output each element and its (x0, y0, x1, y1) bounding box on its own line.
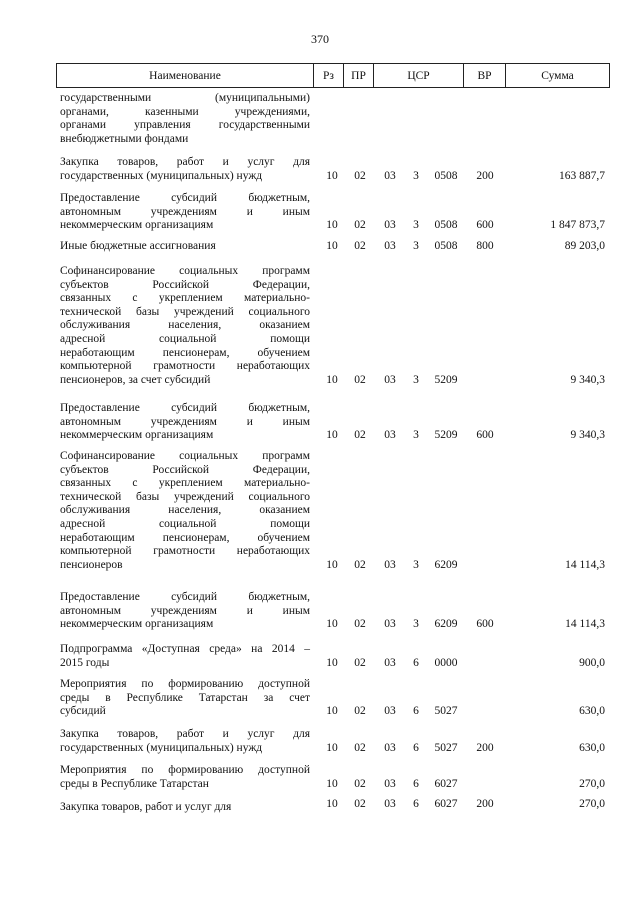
row-name-line: автономным учреждениям и иным (60, 415, 310, 428)
cell-rz (322, 133, 342, 147)
cell-rz: 10 (326, 777, 338, 790)
cell-csr-a: 03 (384, 429, 396, 442)
cell-csr-c: 6209 (434, 558, 458, 571)
cell-sum: 9 340,3 (570, 373, 605, 386)
cell-csr-b: 3 (413, 558, 419, 571)
row-name (60, 801, 310, 815)
page-number: 370 (311, 32, 329, 46)
cell-csr-b: 3 (413, 169, 419, 182)
cell-csr-c: 0508 (434, 240, 458, 252)
row-name (60, 764, 310, 791)
cell-rz: 10 (326, 429, 338, 442)
row-name-line: неработающим пенсионерам, обучением (60, 531, 310, 544)
cell-pr (350, 133, 370, 147)
row-name-line: компьютерной грамотности неработающих (60, 360, 310, 373)
cell-csr-b: 6 (413, 798, 419, 810)
row-name (60, 92, 310, 146)
row-name (60, 265, 310, 387)
cell-pr: 02 (354, 798, 366, 810)
cell-sum: 163 887,7 (559, 169, 605, 182)
cell-pr: 02 (354, 618, 366, 631)
cell-sum: 270,0 (579, 777, 605, 790)
row-name-line: технической базы учреждений социального (60, 490, 310, 503)
cell-sum: 9 340,3 (570, 429, 605, 442)
cell-csr-b: 6 (413, 777, 419, 790)
cell-sum: 630,0 (579, 705, 605, 718)
row-name-line: пенсионеров, за счет субсидий (60, 373, 211, 386)
row-name-line: органами, казенными учреждениями, (60, 105, 310, 118)
row-name-line: субъектов Российской Федерации, (60, 278, 310, 291)
cell-rz: 10 (326, 169, 338, 182)
row-name-line: Иные бюджетные ассигнования (60, 240, 216, 252)
row-name-line: Закупка товаров, работ и услуг для (60, 801, 232, 813)
cell-csr-a: 03 (384, 169, 396, 182)
cell-csr-a: 03 (384, 240, 396, 252)
row-name-line: технической базы учреждений социального (60, 305, 310, 318)
row-name-line: Софинансирование социальных программ (60, 450, 310, 462)
row-name-line: автономным учреждениям и иным (60, 205, 310, 218)
cell-csr-a: 03 (384, 558, 396, 571)
cell-sum: 1 847 873,7 (550, 219, 605, 232)
cell-csr-c: 0508 (434, 219, 458, 232)
cell-csr-a: 03 (384, 705, 396, 718)
header-rz: Рз (314, 64, 344, 87)
cell-rz: 10 (326, 373, 338, 386)
row-name (60, 678, 310, 719)
cell-csr-c: 5027 (434, 741, 458, 754)
cell-pr: 02 (354, 741, 366, 754)
cell-vr (472, 657, 498, 671)
row-name-line: Мероприятия по формированию доступной (60, 678, 310, 690)
row-name-line: Закупка товаров, работ и услуг для (60, 728, 310, 740)
row-name-line: обслуживания населения, оказанием (60, 319, 310, 332)
cell-rz: 10 (326, 558, 338, 571)
cell-csr-a: 03 (384, 219, 396, 232)
cell-rz: 10 (326, 240, 338, 252)
cell-vr (472, 778, 498, 792)
cell-vr (472, 374, 498, 388)
row-name (60, 450, 310, 572)
cell-vr: 600 (476, 618, 494, 631)
cell-csr-c (430, 133, 462, 147)
cell-vr: 200 (476, 169, 494, 182)
row-name (60, 240, 310, 254)
row-name-line: Предоставление субсидий бюджетным, (60, 192, 310, 204)
cell-rz: 10 (326, 705, 338, 718)
cell-sum: 14 114,3 (565, 558, 605, 571)
header-name: Наименование (57, 64, 314, 87)
header-sum: Сумма (541, 69, 574, 82)
cell-pr: 02 (354, 219, 366, 232)
row-name-line: государственными (муниципальными) (60, 92, 310, 104)
cell-rz: 10 (326, 798, 338, 810)
row-name (60, 402, 310, 443)
cell-csr-b: 3 (413, 240, 419, 252)
cell-csr-b: 6 (413, 741, 419, 754)
cell-vr: 800 (476, 240, 494, 252)
row-name (60, 643, 310, 670)
row-name-line: Софинансирование социальных программ (60, 265, 310, 277)
cell-csr-a: 03 (384, 798, 396, 810)
cell-csr-c: 5209 (434, 429, 458, 442)
cell-csr-c: 5209 (434, 373, 458, 386)
cell-sum: 900,0 (579, 656, 605, 669)
cell-rz: 10 (326, 656, 338, 669)
cell-rz: 10 (326, 741, 338, 754)
cell-csr-b: 6 (413, 705, 419, 718)
cell-sum (505, 133, 605, 147)
cell-pr: 02 (354, 373, 366, 386)
cell-csr-b: 3 (413, 429, 419, 442)
cell-vr: 600 (476, 219, 494, 232)
header-vr: ВР (464, 64, 506, 87)
cell-vr: 200 (476, 741, 494, 754)
row-name-line: среды в Республике Татарстан за счет (60, 691, 310, 704)
cell-pr: 02 (354, 429, 366, 442)
row-name-line: Подпрограмма «Доступная среда» на 2014 – (60, 643, 310, 655)
cell-pr: 02 (354, 656, 366, 669)
row-name-line: неработающим пенсионерам, обучением (60, 346, 310, 359)
cell-pr: 02 (354, 777, 366, 790)
cell-csr-c: 6027 (434, 777, 458, 790)
row-name (60, 156, 310, 183)
row-name-line: компьютерной грамотности неработающих (60, 545, 310, 558)
row-name-line: внебюджетными фондами (60, 132, 189, 145)
cell-pr: 02 (354, 705, 366, 718)
cell-csr-a: 03 (384, 618, 396, 631)
cell-vr (472, 705, 498, 719)
row-name-line: некоммерческим организациям (60, 429, 214, 442)
cell-vr: 600 (476, 429, 494, 442)
cell-csr-a: 03 (384, 656, 396, 669)
cell-csr-a: 03 (384, 373, 396, 386)
row-name-line: субъектов Российской Федерации, (60, 463, 310, 476)
cell-sum: 89 203,0 (564, 240, 605, 252)
table-header (56, 63, 610, 88)
row-name-line: органами управления государственными (60, 119, 310, 132)
cell-rz: 10 (326, 219, 338, 232)
header-pr: ПР (344, 64, 374, 87)
cell-pr: 02 (354, 558, 366, 571)
cell-csr-b: 3 (413, 373, 419, 386)
row-name-line: адресной социальной помощи (60, 332, 310, 345)
cell-csr-a: 03 (384, 777, 396, 790)
row-name-line: некоммерческим организациям (60, 219, 214, 232)
row-name-line: Мероприятия по формированию доступной (60, 764, 310, 776)
cell-csr-c: 5027 (434, 705, 458, 718)
row-name (60, 591, 310, 632)
row-name-line: связанных с укреплением материально- (60, 292, 310, 305)
row-name-line: субсидий (60, 705, 106, 718)
row-name-line: Предоставление субсидий бюджетным, (60, 591, 310, 603)
row-name-line: автономным учреждениям и иным (60, 604, 310, 617)
row-name-line: обслуживания населения, оказанием (60, 504, 310, 517)
row-name-line: Предоставление субсидий бюджетным, (60, 402, 310, 414)
cell-pr: 02 (354, 169, 366, 182)
row-name (60, 728, 310, 755)
cell-csr-c: 0508 (434, 169, 458, 182)
row-name-line: пенсионеров (60, 558, 123, 571)
row-name-line: государственных (муниципальных) нужд (60, 169, 263, 182)
row-name (60, 192, 310, 233)
cell-vr (472, 559, 498, 573)
row-name-line: 2015 годы (60, 656, 110, 669)
row-name-line: некоммерческим организациям (60, 618, 214, 631)
row-name-line: адресной социальной помощи (60, 517, 310, 530)
cell-pr: 02 (354, 240, 366, 252)
cell-csr-b: 6 (413, 656, 419, 669)
cell-csr-a: 03 (384, 741, 396, 754)
cell-csr-c: 6027 (434, 798, 458, 810)
cell-csr-b: 3 (413, 219, 419, 232)
cell-rz: 10 (326, 618, 338, 631)
row-name-line: связанных с укреплением материально- (60, 477, 310, 490)
cell-sum: 270,0 (579, 798, 605, 810)
header-csr: ЦСР (374, 64, 464, 87)
cell-sum: 630,0 (579, 741, 605, 754)
cell-csr-c: 6209 (434, 618, 458, 631)
cell-sum: 14 114,3 (565, 618, 605, 631)
cell-csr-a (380, 133, 400, 147)
cell-vr (472, 133, 498, 147)
row-name-line: государственных (муниципальных) нужд (60, 741, 263, 754)
cell-vr: 200 (476, 798, 494, 810)
cell-csr-b (410, 133, 422, 147)
cell-csr-c: 0000 (434, 656, 458, 669)
row-name-line: среды в Республике Татарстан (60, 777, 209, 790)
row-name-line: Закупка товаров, работ и услуг для (60, 156, 310, 168)
cell-csr-b: 3 (413, 618, 419, 631)
